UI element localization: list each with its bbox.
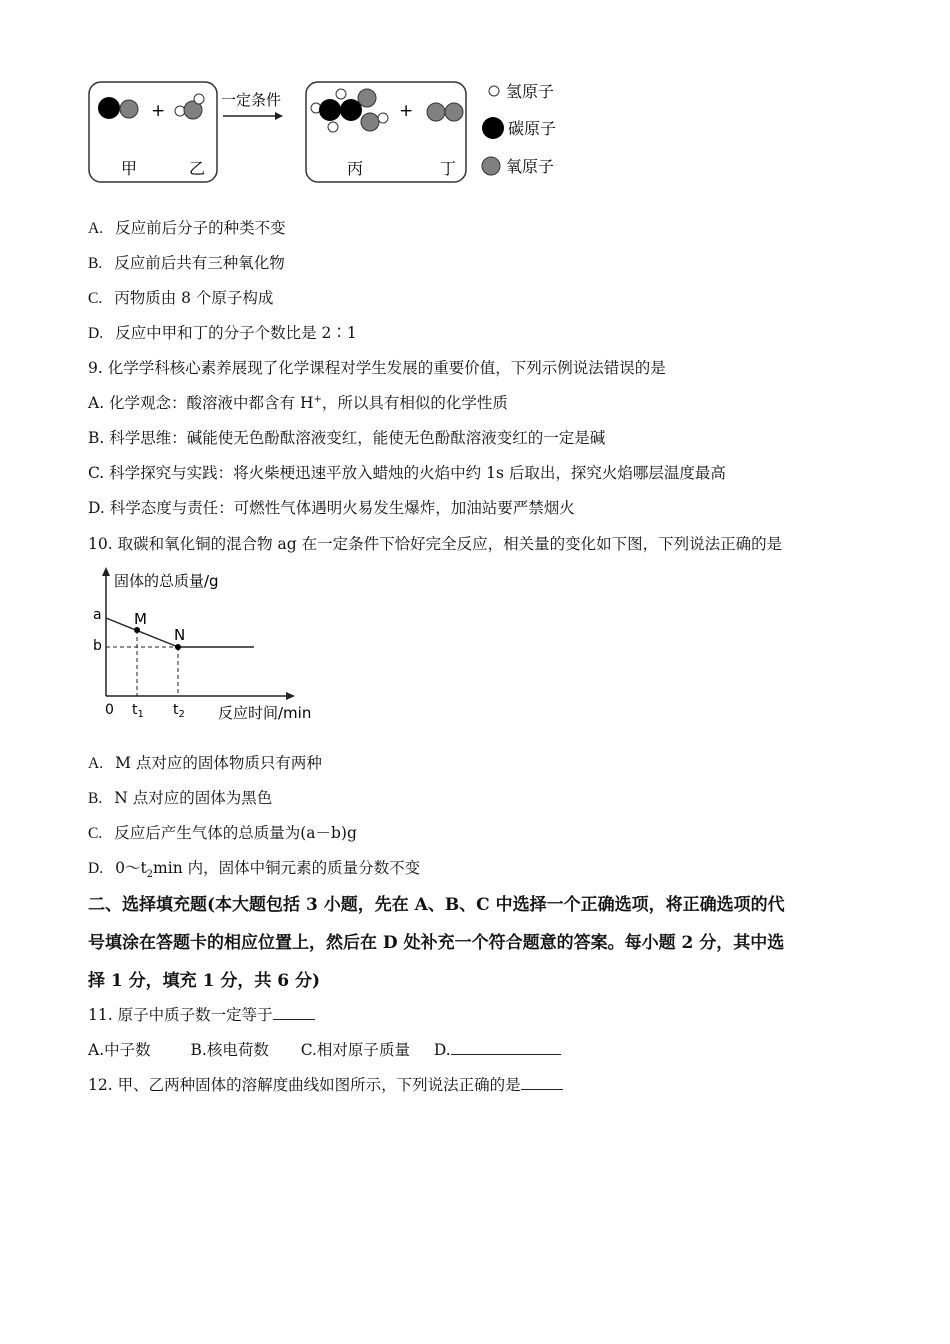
oxygen-atom [427,103,445,121]
option-letter: D. [88,325,104,342]
section2-line2: 号填涂在答题卡的相应位置上，然后在 D 处补充一个符合题意的答案。每小题 2 分，其中选 [88,933,785,953]
carbon-atom [98,97,120,119]
q11-stem [88,1003,315,1025]
section2-line3: 择 1 分，填充 1 分，共 6 分) [88,971,321,991]
legend-hydrogen-label: 氢原子 [506,82,555,101]
label-bing: 丙 [347,159,364,178]
option-text: M 点对应的固体物质只有两种 [115,754,322,772]
option-text: N 点对应的固体为黑色 [114,789,273,807]
point-n [175,644,181,650]
q11-option-d: D. [433,1041,451,1059]
option-letter: C. [88,290,103,307]
answer-blank [451,1040,561,1055]
option-text: 反应中甲和丁的分子个数比是 2∶1 [115,324,357,342]
option-letter: B. [88,790,103,807]
label-ding: 丁 [440,159,457,178]
q9-option-a [88,391,508,413]
q10-option-d [88,856,420,880]
q12-stem-text: 12. 甲、乙两种固体的溶解度曲线如图所示，下列说法正确的是 [88,1076,521,1094]
reaction-diagram [85,78,585,188]
oxygen-atom [361,113,379,131]
mass-time-graph [88,564,328,724]
legend-carbon-label: 碳原子 [508,119,557,138]
option-text: min 内，固体中铜元素的质量分数不变 [153,859,421,877]
q8-option-d [88,321,357,343]
legend-oxygen-icon [482,157,500,175]
hydrogen-atom [378,113,388,123]
q11-option-a: A.中子数 [88,1041,151,1059]
option-text: 反应前后分子的种类不变 [115,219,286,237]
origin-label: 0 [105,702,114,718]
legend-oxygen-label: 氧原子 [506,157,555,176]
option-letter: B. [88,255,103,272]
label-jia: 甲 [121,159,138,178]
tick-t2: $t_2$ [173,702,185,720]
arrow-head [275,112,283,120]
q8-option-c [88,286,273,308]
answer-blank [273,1005,315,1020]
option-text: ，所以具有相似的化学性质 [321,394,508,412]
option-letter: A. [88,755,104,772]
option-text: 反应前后共有三种氧化物 [114,254,285,272]
oxygen-atom [445,103,463,121]
hydrogen-atom [328,122,338,132]
option-letter: D. [88,860,104,877]
oxygen-atom [358,89,376,107]
arrow-label: 一定条件 [221,91,282,109]
q9-option-c: C. 科学探究与实践：将火柴梗迅速平放入蜡烛的火焰中约 1s 后取出，探究火焰哪层温度最高 [88,464,726,482]
x-axis-arrow [286,692,295,700]
hydrogen-atom [175,106,185,116]
q10-stem: 10. 取碳和氧化铜的混合物 ag 在一定条件下恰好完全反应，相关量的变化如下图，下列说法正确的是 [88,535,783,553]
plus-sign: + [151,101,166,121]
q8-option-a [88,216,286,238]
answer-blank [521,1075,563,1090]
plus-sign: + [399,101,414,121]
option-text: 反应后产生气体的总质量为(a－b)g [114,824,357,842]
y-axis-label: 固体的总质量/g [114,572,219,590]
option-text: 0～t [115,859,147,877]
legend-carbon-icon [482,117,504,139]
hydrogen-atom [336,89,346,99]
q12-stem [88,1073,563,1095]
q11-options [88,1038,561,1060]
q9-stem: 9. 化学学科核心素养展现了化学课程对学生发展的重要价值，下列示例说法错误的是 [88,359,666,377]
tick-t1: $t_1$ [132,702,144,720]
q11-stem-text: 11. 原子中质子数一定等于 [88,1006,273,1024]
hydrogen-atom [194,94,204,104]
y-axis-arrow [102,567,110,576]
carbon-atom [319,99,341,121]
label-n: N [174,626,186,644]
subscript: 2 [146,869,154,881]
q10-option-a [88,751,322,773]
q11-option-b: B.核电荷数 [190,1041,269,1059]
label-yi: 乙 [189,159,206,178]
q11-option-c: C.相对原子质量 [300,1041,410,1059]
tick-b: b [93,638,102,654]
option-letter: A. [88,220,104,237]
label-m: M [134,610,147,628]
option-text: 丙物质由 8 个原子构成 [114,289,274,307]
x-axis-label: 反应时间/min [218,704,312,722]
section2-line1: 二、选择填充题(本大题包括 3 小题，先在 A、B、C 中选择一个正确选项，将正确选项的代 [88,895,785,915]
q10-option-b [88,786,272,808]
legend-hydrogen-icon [489,86,499,96]
q10-option-c [88,821,357,843]
q9-option-b: B. 科学思维：碱能使无色酚酞溶液变红，能使无色酚酞溶液变红的一定是碱 [88,429,606,447]
q8-option-b [88,251,285,273]
oxygen-atom [120,100,138,118]
option-text: A. 化学观念：酸溶液中都含有 H [88,394,314,412]
option-letter: C. [88,825,103,842]
tick-a: a [93,607,102,623]
q9-option-d: D. 科学态度与责任：可燃性气体遇明火易发生爆炸，加油站要严禁烟火 [88,499,575,517]
superscript: + [313,393,322,405]
